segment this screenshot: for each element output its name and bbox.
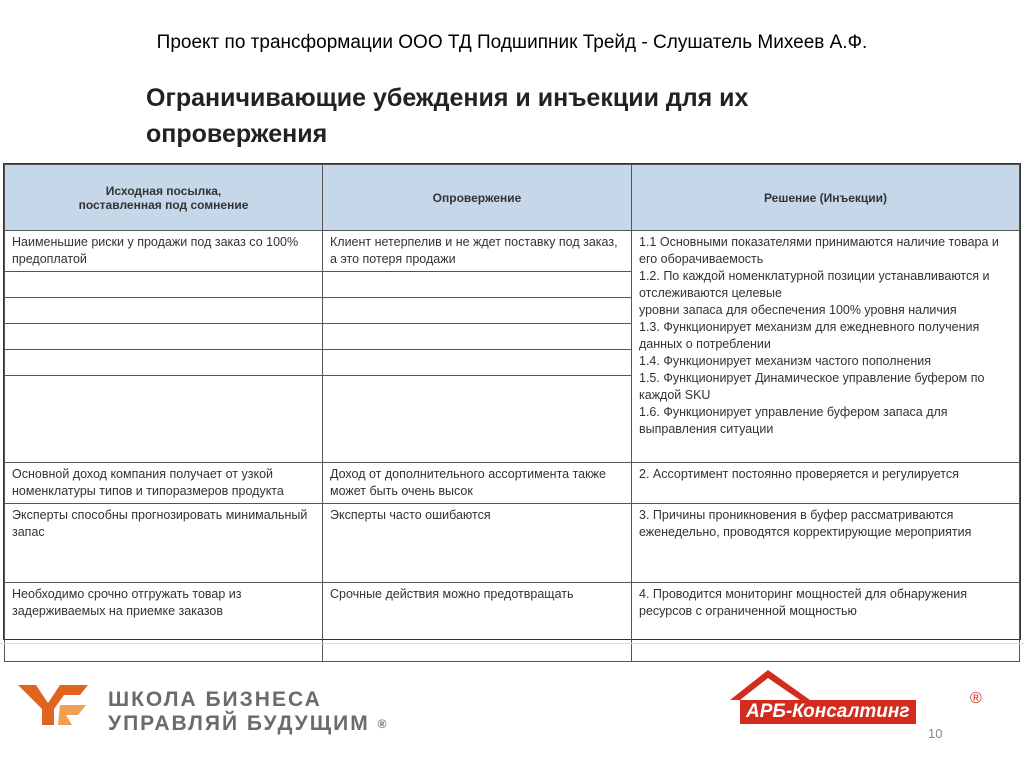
header-refutation: Опровержение — [323, 165, 632, 231]
title-line-2: опровержения — [146, 120, 328, 148]
table-row — [5, 231, 1020, 272]
registered-mark: ® — [377, 717, 387, 731]
premise-cell: Наименьшие риски у продажи под заказ со 100% предоплатой — [5, 231, 323, 272]
solution-cell: 4. Проводится мониторинг мощностей для обнаружения ресурсов с ограниченной мощностью — [632, 583, 1020, 662]
refutation-cell: Доход от дополнительного ассортимента также может быть очень высок — [323, 463, 632, 504]
solution-cell — [632, 231, 1020, 463]
school-line-1: ШКОЛА БИЗНЕСА — [108, 688, 322, 711]
solution-line: уровни запаса для обеспечения 100% уровня наличия — [639, 303, 957, 317]
table-row — [5, 463, 1020, 504]
slide-title — [146, 80, 906, 152]
page-number: 10 — [928, 726, 943, 741]
title-line-1: Ограничивающие убеждения и инъекции для их — [146, 84, 749, 112]
arb-registered-mark: ® — [970, 690, 982, 707]
solution-cell: 2. Ассортимент постоянно проверяется и регулируется — [632, 463, 1020, 504]
solution-line: 1.6. Функционирует управление буфером запаса для выправления ситуации — [639, 405, 948, 436]
school-line-2: УПРАВЛЯЙ БУДУЩИМ ® — [108, 712, 387, 735]
header-solution: Решение (Инъекции) — [632, 165, 1020, 231]
school-logo-icon — [14, 677, 92, 732]
premise-cell: Эксперты способны прогнозировать минимальный запас — [5, 504, 323, 583]
solution-line: 1.2. По каждой номенклатурной позиции устанавливаются и отслеживаются целевые — [639, 269, 990, 300]
refutation-cell: Срочные действия можно предотвращать — [323, 583, 632, 662]
solution-line: 1.4. Функционирует механизм частого пополнения — [639, 354, 932, 368]
footer-divider — [0, 643, 1024, 644]
arb-logo-text: АРБ-Консалтинг — [740, 700, 916, 724]
premise-cell: Основной доход компания получает от узкой номенклатуры типов и типоразмеров продукта — [5, 463, 323, 504]
premise-cell: Необходимо срочно отгружать товар из задерживаемых на приемке заказов — [5, 583, 323, 662]
beliefs-table — [3, 163, 1021, 640]
slide-header: Проект по трансформации ООО ТД Подшипник Трейд - Слушатель Михеев А.Ф. — [156, 32, 868, 53]
table-row — [5, 583, 1020, 662]
solution-line: 1.3. Функционирует механизм для ежедневного получения данных о потреблении — [639, 320, 980, 351]
school-logo-text — [108, 688, 386, 736]
header-premise: Исходная посылка, поставленная под сомнение — [5, 165, 323, 231]
solution-cell: 3. Причины проникновения в буфер рассматриваются еженедельно, проводятся корректирующие мероприятия — [632, 504, 1020, 583]
refutation-cell: Эксперты часто ошибаются — [323, 504, 632, 583]
solution-line: 1.1 Основными показателями принимаются наличие товара и его оборачиваемость — [639, 235, 999, 266]
solution-line: 1.5. Функционирует Динамическое управление буфером по каждой SKU — [639, 371, 985, 402]
refutation-cell: Клиент нетерпелив и не ждет поставку под заказ, а это потеря продажи — [323, 231, 632, 272]
table-row — [5, 504, 1020, 583]
